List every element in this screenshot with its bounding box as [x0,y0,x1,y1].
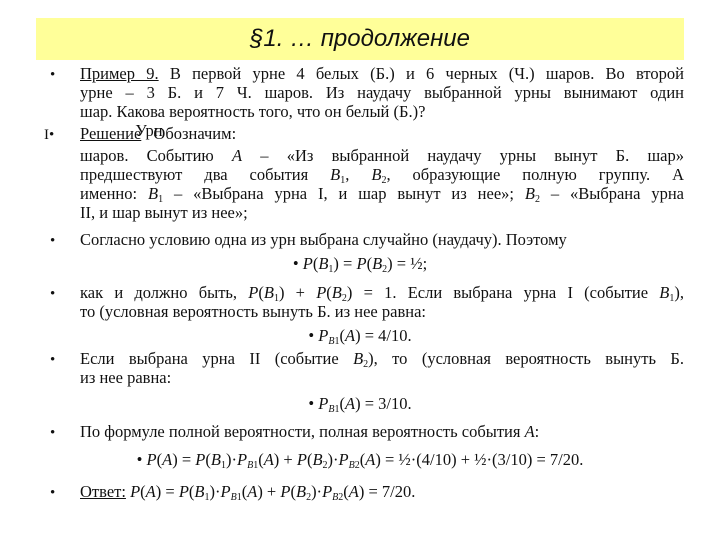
example-line-3: шар. Какова вероятность того, что он белый (Б.)? [80,102,426,121]
total-prob-line: По формуле полной вероятности, полная вероятность события A: [80,422,540,441]
urn2-line-1: Если выбрана урна II (событие $B_2$), то (условная вероятность вынуть Б. [80,349,684,370]
solution-overlap-a: Урн [135,121,163,140]
solution-line-1 [80,121,684,143]
slide-title: §1. … продолжение [250,25,470,52]
example-text: В первой урне 4 белых (Б.) и 6 черных (Ч.) шаров. Во второй [158,64,684,83]
solution-line-2: шаров. Событию A – «Из выбранной наудачу урны вынут Б. шар» [80,146,684,165]
solution-line-5: II, и шар вынут из нее»; [80,203,248,222]
condition-line: Согласно условию одна из урн выбрана случайно (наудачу). Поэтому [80,230,567,249]
solution-label: Решение [80,124,142,143]
slide-title-bar [36,18,684,60]
consequently-line-1: как и должно быть, $P(B_1) + P(B_2) = 1$. Если выбрана урна I (событие $B_1$), [80,283,685,304]
solution-line-3: предшествуют два события $B_1$, $B_2$, образующие полную группу. А [80,165,685,186]
answer-line: Ответ: $P(A) = P(B_1)\cdot P_{B1}(A) + P(B_2)\cdot P_{B2}(A) = 7/20$. [80,482,416,503]
bullet: • [50,233,56,249]
formula-3: • $P_{B1}(A) = 3/10$. [308,394,412,415]
solution-line-4: именно: $B_1$ – «Выбрана урна I, и шар вынут из нее»; $B_2$ – «Выбрана урна [80,184,684,205]
example-line-1 [80,64,684,83]
bullet: • [50,286,56,302]
answer-label: Ответ: [80,482,126,501]
bullet: • [50,67,56,83]
solution-overlap-b: Обозначим: [153,124,237,143]
bullet-overlap: I• [44,127,55,143]
example-line-2: урне – 3 Б. и 7 Ч. шаров. Из наудачу выбранной урны вынимают один [80,83,684,102]
formula-4: • $P(A) = P(B_1)\cdot P_{B1}(A) + P(B_2)\cdot P_{B2}(A)$ = ½·(4/10) + ½·(3/10) = 7/20. [136,450,584,471]
consequently-line-2: то (условная вероятность вынуть Б. из нее равна: [80,302,426,321]
bullet: • [50,352,56,368]
formula-1: • $P(B_1) = P(B_2)$ = ½; [292,254,428,275]
bullet: • [50,485,56,501]
formula-2: • $P_{B1}(A) = 4/10$. [308,326,412,347]
example-label: Пример 9. [80,64,159,83]
urn2-line-2: из нее равна: [80,368,172,387]
bullet: • [50,425,56,441]
